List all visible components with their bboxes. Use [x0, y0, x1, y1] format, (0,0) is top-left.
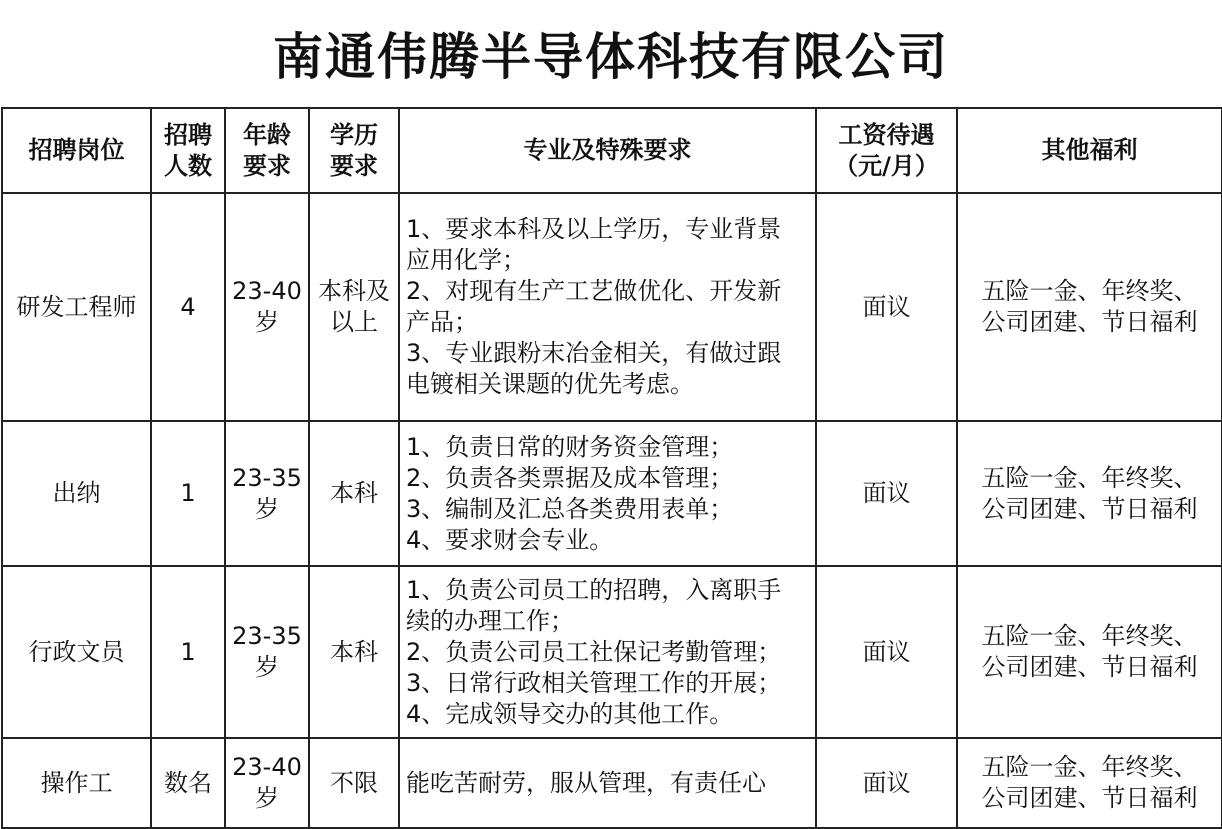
table-header-row [2, 108, 1222, 193]
text-line: 学历 [330, 120, 378, 149]
header-age [225, 108, 309, 193]
education-cell [309, 193, 399, 421]
text-line: 公司团建、节日福利 [981, 494, 1198, 523]
count-cell: 1 [151, 566, 225, 738]
text-line: 专业及特殊要求 [523, 136, 692, 164]
text-line: 招聘岗位 [28, 136, 125, 164]
text-line: 五险一金、年终奖、 [981, 463, 1198, 492]
text-line: 五险一金、年终奖、 [981, 277, 1198, 305]
text-line: 23-40 [232, 277, 302, 305]
text-line: 公司团建、节日福利 [981, 784, 1198, 812]
text-line: 23-40 [232, 753, 302, 781]
text-line: 公司团建、节日福利 [981, 308, 1198, 336]
text-line: 人数 [164, 151, 212, 180]
table-row [2, 193, 1222, 421]
header-salary [816, 108, 957, 193]
position-cell: 操作工 [2, 738, 151, 828]
requirements-cell [399, 738, 816, 828]
text-line: 应用化学； [406, 246, 526, 274]
text-line: 4、完成领导交办的其他工作。 [406, 699, 734, 728]
count-cell: 数名 [151, 738, 225, 828]
age-cell [225, 738, 309, 828]
text-line: 23-35 [232, 463, 302, 492]
text-line: 招聘 [164, 120, 212, 149]
text-line: 续的办理工作； [406, 606, 574, 635]
text-line: 岁 [255, 653, 279, 681]
header-benefits [957, 108, 1222, 193]
text-line: 3、编制及汇总各类费用表单； [406, 494, 734, 523]
text-line: 要求 [330, 151, 378, 180]
text-line: 1、要求本科及以上学历，专业背景 [406, 215, 782, 243]
header-requirements [399, 108, 816, 193]
benefits-cell [957, 566, 1222, 738]
salary-cell: 面议 [816, 421, 957, 566]
requirements-cell [399, 421, 816, 566]
table-row [2, 566, 1222, 738]
text-line: 23-35 [232, 622, 302, 650]
text-line: 公司团建、节日福利 [981, 653, 1198, 681]
requirements-cell [399, 566, 816, 738]
salary-cell: 面议 [816, 566, 957, 738]
count-cell: 1 [151, 421, 225, 566]
benefits-cell [957, 193, 1222, 421]
education-cell [309, 738, 399, 828]
position-cell: 出纳 [2, 421, 151, 566]
text-line: 1、负责公司员工的招聘，入离职手 [406, 575, 782, 604]
text-line: 能吃苦耐劳，服从管理，有责任心 [406, 768, 766, 797]
text-line: 其他福利 [1041, 136, 1138, 164]
header-count [151, 108, 225, 193]
age-cell [225, 421, 309, 566]
text-line: 产品； [406, 308, 478, 336]
text-line: 电镀相关课题的优先考虑。 [406, 370, 694, 398]
position-cell: 行政文员 [2, 566, 151, 738]
text-line: 本科 [330, 479, 378, 507]
count-cell: 4 [151, 193, 225, 421]
text-line: 要求 [243, 151, 291, 180]
text-line: 1、负责日常的财务资金管理； [406, 432, 734, 461]
age-cell [225, 193, 309, 421]
text-line: 2、负责公司员工社保记考勤管理； [406, 637, 782, 666]
header-position [2, 108, 151, 193]
salary-cell: 面议 [816, 193, 957, 421]
benefits-cell [957, 738, 1222, 828]
text-line: 本科及 [318, 277, 390, 305]
text-line: 岁 [255, 308, 279, 336]
age-cell [225, 566, 309, 738]
text-line: 2、对现有生产工艺做优化、开发新 [406, 277, 782, 305]
text-line: 工资待遇 [838, 120, 935, 149]
text-line: 岁 [255, 784, 279, 812]
text-line: 本科 [330, 637, 378, 666]
text-line: 4、要求财会专业。 [406, 525, 614, 554]
company-title: 南通伟腾半导体科技有限公司 [273, 28, 949, 86]
text-line: 不限 [330, 768, 378, 797]
table-row [2, 421, 1222, 566]
recruitment-table [1, 107, 1222, 829]
salary-cell: 面议 [816, 738, 957, 828]
requirements-cell [399, 193, 816, 421]
table-row [2, 738, 1222, 828]
text-line: 岁 [255, 494, 279, 523]
text-line: 五险一金、年终奖、 [981, 753, 1198, 781]
education-cell [309, 566, 399, 738]
text-line: 年龄 [243, 120, 291, 149]
text-line: 3、专业跟粉末冶金相关，有做过跟 [406, 339, 782, 367]
benefits-cell [957, 421, 1222, 566]
position-cell: 研发工程师 [2, 193, 151, 421]
text-line: 3、日常行政相关管理工作的开展； [406, 668, 782, 697]
header-education [309, 108, 399, 193]
text-line: （元/月） [834, 151, 939, 180]
education-cell [309, 421, 399, 566]
text-line: 五险一金、年终奖、 [981, 622, 1198, 650]
text-line: 以上 [330, 308, 378, 336]
text-line: 2、负责各类票据及成本管理； [406, 463, 734, 492]
